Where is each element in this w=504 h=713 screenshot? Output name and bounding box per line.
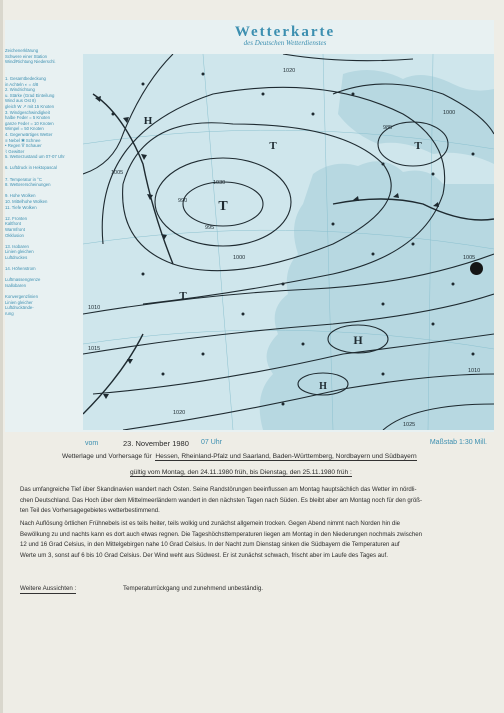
isobar-map xyxy=(83,54,494,430)
legend-line: 1. Gesamtbedeckung xyxy=(5,75,46,81)
land-mass xyxy=(260,161,494,430)
low-center-2: T xyxy=(269,140,277,152)
map-title: Wetterkarte xyxy=(234,24,336,40)
weather-map xyxy=(5,20,494,448)
legend-line: Linien gleicher xyxy=(5,299,33,305)
forecast-validity-text: gültig vom Montag, den 24.11.1980 früh, bis Dienstag, den 25.11.1980 früh : xyxy=(130,469,352,476)
legend-line: • Regen ∇ Schauer xyxy=(5,143,42,149)
paragraph-line: 12 und 16 Grad Celsius, in den Mittelgebirgen nahe 10 Grad Celsius. In der Nacht zum Dienstag sinken die Südbayern die Temperaturen auf xyxy=(20,541,400,549)
map-date: 23. November 1980 xyxy=(123,439,189,448)
isobar-label: 1000 xyxy=(443,110,456,116)
high-center-1: H xyxy=(353,333,363,347)
legend-line: Schwere einer Station xyxy=(5,53,48,59)
legend-line: 14. Höhenstrom xyxy=(5,266,36,272)
forecast-heading-prefix: Wetterlage und Vorhersage für xyxy=(62,453,152,460)
legend-line: Linien gleichen xyxy=(5,249,34,255)
legend-line: gleich W ↗ mit 15 Knoten xyxy=(5,103,54,109)
legend-line: Okklusion xyxy=(5,232,24,238)
paragraph-line: ten Teil des Vorhersagegebietes wetterbestimmend. xyxy=(20,507,160,515)
forecast-heading xyxy=(62,453,417,460)
isobar-label: 1020 xyxy=(173,410,186,416)
paragraph-line: Das umfangreiche Tief über Skandinavien wandert nach Osten. Seine Randstörungen beeinflussen am Montag hauptsächlich das Wetter im nördli- xyxy=(20,486,417,493)
map-scale: Maßstab 1:30 Mill. xyxy=(429,439,487,446)
forecast-validity xyxy=(130,469,352,476)
legend-line: 9. Hohe Wolken xyxy=(5,193,36,199)
legend-line: Luftdruckes xyxy=(5,254,28,260)
legend-line: 10. Mittelhohe Wolken xyxy=(5,199,48,205)
low-center-4: T xyxy=(179,290,187,302)
legend-line: Kaltfront xyxy=(5,221,22,227)
isobar-label: 1010 xyxy=(468,368,481,374)
paragraph-line: Werte um 3, sonst auf 6 bis 10 Grad Celsius. Der Wind weht aus Südwest. Er ist zunächst schwach, frischt aber im Laufe des Tages auf. xyxy=(20,551,388,559)
high-center-2: H xyxy=(143,115,153,127)
map-time: 07 Uhr xyxy=(201,439,223,446)
paragraph-line: Nach Auflösung örtlichen Frühnebels ist es teils heiter, teils wolkig und zunächst allgemein trocken. Gegen Abend nimmt nach Norden hin die xyxy=(20,520,401,527)
legend-line: u. Stärke (Grad Einteilung xyxy=(5,92,55,98)
isobar-label: 990 xyxy=(178,198,188,204)
isobar-label: 1005 xyxy=(111,170,124,176)
map-vom-label: vom xyxy=(85,440,99,447)
legend-line: 2. Windrichtung xyxy=(5,87,35,93)
legend-line: ≡ Nebel ✱ Schnee xyxy=(5,137,41,143)
isobar-label: 995 xyxy=(205,225,215,231)
legend-line: 4. Gegenwärtiges Wetter xyxy=(5,131,53,137)
legend-line: 6. Luftdruck in Hektopascal xyxy=(5,165,57,171)
legend-line: ⌇ Gewitter xyxy=(5,148,25,154)
outlook-text: Temperaturrückgang und zunehmend unbeständig. xyxy=(123,585,263,592)
legend-line: Luftmassengrenze xyxy=(5,277,41,283)
isobar-label: 1020 xyxy=(283,68,296,74)
legend-line: rung xyxy=(5,310,14,316)
legend-line: Wimpel = 50 Knoten xyxy=(5,126,44,132)
legend-line: 7. Temperatur in °C xyxy=(5,176,42,182)
punch-hole xyxy=(470,262,483,275)
isobar-map-drawing xyxy=(83,54,494,430)
high-center-3: H xyxy=(319,381,327,392)
low-center-3: T xyxy=(414,140,422,152)
map-footer xyxy=(85,438,493,452)
paragraph-line: chen Deutschland. Das Hoch über dem Mittelmeerländern wandert in den nächsten Tagen nach Süden. Es bleibt aber am Montag noch für den größ- xyxy=(20,496,422,504)
map-subtitle: des Deutschen Wetterdienstes xyxy=(243,39,327,47)
page-edge xyxy=(0,0,3,713)
legend-line: 8. Wettererscheinungen xyxy=(5,182,51,188)
legend-line: Konvergenzlinien xyxy=(5,294,38,300)
legend-line: 13. Isobaren xyxy=(5,243,29,249)
isobar-label: 1005 xyxy=(463,255,476,261)
legend-line: 11. Tiefe Wolken xyxy=(5,204,37,210)
isobar-label: 985 xyxy=(383,125,393,131)
legend-line: 3. Windgeschwindigkeit xyxy=(5,109,50,115)
legend-line: halbe Feder = 5 Knoten xyxy=(5,115,51,121)
legend-line: in Achteln ◐ = 4/8 xyxy=(5,81,39,87)
map-title-block xyxy=(185,24,385,47)
isobar-label: 1025 xyxy=(403,422,416,428)
legend-line: Zeichenerklärung xyxy=(5,48,39,53)
low-center-1: T xyxy=(218,199,228,214)
legend-line: ganze Feder = 10 Knoten xyxy=(5,120,54,126)
forecast-paragraph-2 xyxy=(20,519,494,561)
legend-line: Isallobaren xyxy=(5,282,27,288)
legend-line: 12. Fronten xyxy=(5,215,27,221)
legend-line: Warmfront xyxy=(5,227,25,232)
isobar-label: 1010 xyxy=(88,305,101,311)
isobar-label: 1015 xyxy=(88,346,101,352)
outlook-label: Weitere Aussichten : xyxy=(20,585,77,592)
map-legend xyxy=(5,48,83,428)
legend-line: Luftdruckände- xyxy=(5,305,34,311)
forecast-paragraph-1 xyxy=(20,485,494,517)
legend-line: 5. Wetterzustand um 07-07 Uhr xyxy=(5,154,65,160)
isobar-label: 1030 xyxy=(213,180,226,186)
isobar-label: 1000 xyxy=(233,255,246,261)
legend-line: Wind aus Ost 8) xyxy=(5,98,36,104)
forecast-regions: Hessen, Rheinland-Pfalz und Saarland, Baden-Württemberg, Nordbayern und Südbayern xyxy=(155,453,417,460)
paragraph-line: Bewölkung zu und nachts kann es dort auch etwas regnen. Die Tageshöchsttemperaturen liegen am Montag in den Niederungen nochmals zwischen xyxy=(20,530,422,538)
legend-line: Wind/Richtung Niederschl. xyxy=(5,59,56,65)
